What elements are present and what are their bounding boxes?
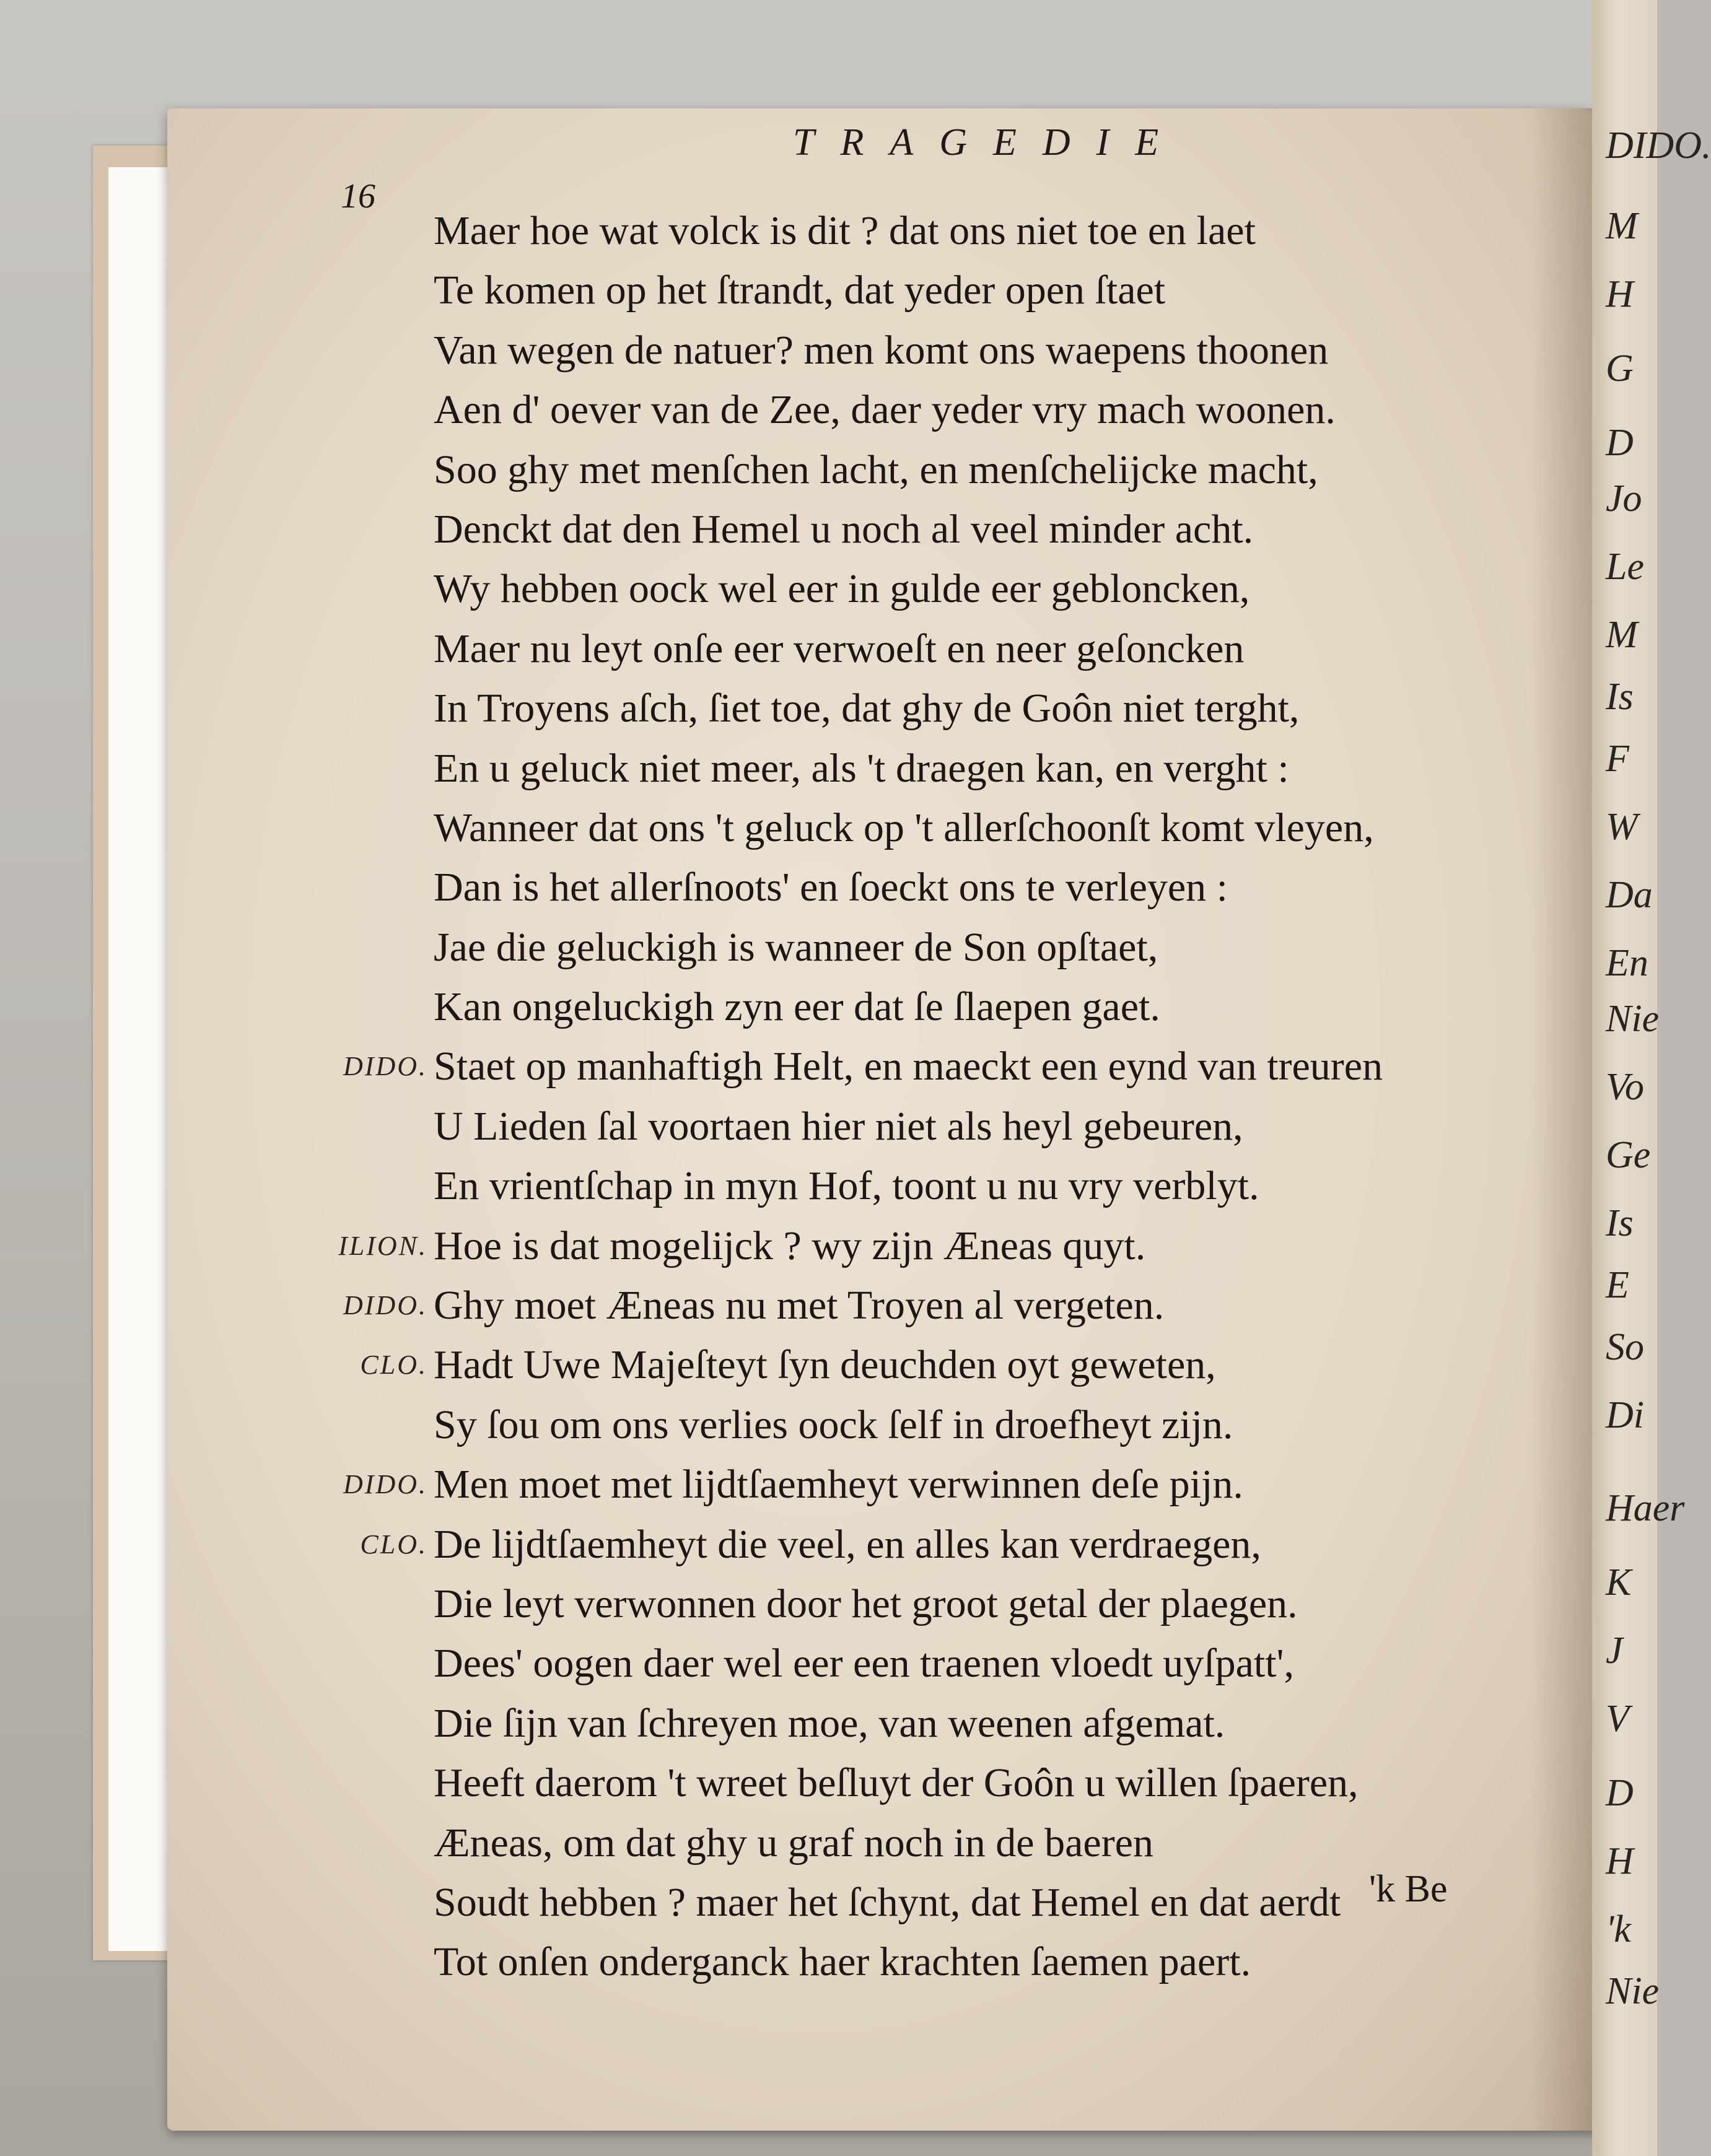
verse-line-text: Jae die geluckigh is wanneer de Son opſtaet,	[434, 924, 1158, 970]
verse-line-text: Æneas, om dat ghy u graf noch in de baeren	[434, 1820, 1153, 1866]
verse-line-text: Wy hebben oock wel eer in gulde eer gebloncken,	[434, 566, 1250, 612]
facing-page-fragment: Le	[1606, 546, 1644, 588]
verse-line	[434, 679, 1561, 738]
verse-line	[343, 1037, 1561, 1096]
verse-line-text: Hadt Uwe Majeſteyt ſyn deuchden oyt geweten,	[434, 1342, 1216, 1388]
verse-line-text: Heeft daerom 't wreet beſluyt der Goôn u willen ſpaeren,	[434, 1760, 1359, 1806]
verse-line-text: Soo ghy met menſchen lacht, en menſchelijcke macht,	[434, 447, 1318, 492]
verse-line-text: Aen d' oever van de Zee, daer yeder vry mach woonen.	[434, 387, 1336, 433]
verse-line-text: Denckt dat den Hemel u noch al veel minder acht.	[434, 506, 1254, 552]
speaker-label: DIDO.	[343, 1290, 427, 1321]
facing-page-fragment: Nie	[1606, 998, 1660, 1040]
verse-line	[434, 559, 1561, 619]
facing-page-fragment: Di	[1606, 1394, 1644, 1436]
verse-line	[360, 1515, 1561, 1574]
verse-line	[434, 1694, 1561, 1753]
verse-line-text: En u geluck niet meer, als 't draegen kan, en verght :	[434, 745, 1289, 791]
verse-line-text: En vrientſchap in myn Hof, toont u nu vry verblyt.	[434, 1163, 1259, 1209]
verse-line-text: Tot onſen onderganck haer krachten ſaemen paert.	[434, 1939, 1251, 1985]
verse-line-text: Soudt hebben ? maer het ſchynt, dat Hemel en dat aerdt	[434, 1879, 1341, 1925]
facing-page-fragment: M	[1606, 205, 1638, 247]
verse-line-text: Ghy moet Æneas nu met Troyen al vergeten.	[434, 1283, 1165, 1329]
verse-line	[338, 1216, 1561, 1276]
facing-page-fragment: J	[1606, 1630, 1623, 1672]
verse-line	[434, 798, 1561, 858]
verse-line-text: Wanneer dat ons 't geluck op 't allerſchoonſt komt vleyen,	[434, 805, 1374, 850]
facing-page-fragment: 'k	[1606, 1908, 1631, 1950]
speaker-label: ILION.	[338, 1230, 427, 1261]
speaker-label: CLO.	[360, 1529, 427, 1560]
facing-page-fragment: Haer	[1606, 1487, 1685, 1529]
facing-page-fragment: So	[1606, 1326, 1644, 1368]
verse-line	[434, 380, 1561, 440]
facing-page-fragment: Nie	[1606, 1970, 1660, 2012]
facing-page-fragment: D	[1606, 422, 1634, 464]
verse-line-text: Staet op manhaftigh Helt, en maeckt een eynd van treuren	[434, 1044, 1383, 1089]
verse-line	[434, 858, 1561, 917]
verse-line-text: Dees' oogen daer wel eer een traenen vloedt uyſpatt',	[434, 1641, 1294, 1687]
verse-line-text: Van wegen de natuer? men komt ons waepens thoonen	[434, 327, 1329, 373]
verse-line	[343, 1276, 1561, 1335]
verse-line	[434, 1097, 1561, 1156]
verse-line	[434, 918, 1561, 977]
facing-page-fragment: H	[1606, 1840, 1634, 1882]
facing-page-fragment: En	[1606, 942, 1648, 984]
verse-line	[434, 1813, 1561, 1873]
verse-line-text: In Troyens aſch, ſiet toe, dat ghy de Goôn niet terght,	[434, 686, 1300, 731]
running-head: TRAGEDIE	[793, 121, 1185, 164]
facing-page-fragment: Is	[1606, 676, 1634, 718]
verse-line-text: Sy ſou om ons verlies oock ſelf in droefheyt zijn.	[434, 1402, 1233, 1447]
facing-page-fragment: Vo	[1606, 1066, 1644, 1108]
verse-line	[434, 321, 1561, 380]
verse-line-text: Kan ongeluckigh zyn eer dat ſe ſlaepen gaet.	[434, 984, 1160, 1030]
book-page	[167, 108, 1604, 2131]
verse-line-text: Dan is het allerſnoots' en ſoeckt ons te verleyen :	[434, 865, 1228, 910]
facing-page-fragment: W	[1606, 806, 1638, 848]
facing-page-fragment: D	[1606, 1772, 1634, 1814]
facing-page-fragment: G	[1606, 347, 1634, 390]
verse-line	[434, 261, 1561, 320]
verse-line	[434, 1634, 1561, 1693]
facing-page-edge	[1592, 0, 1711, 2156]
facing-page-fragment: M	[1606, 614, 1638, 656]
verse-line	[434, 440, 1561, 500]
verse-line-text: U Lieden ſal voortaen hier niet als heyl gebeuren,	[434, 1103, 1243, 1149]
verse-line	[434, 1574, 1561, 1634]
speaker-label: DIDO.	[343, 1469, 427, 1500]
verse-line-text: Die leyt verwonnen door het groot getal der plaegen.	[434, 1581, 1298, 1626]
facing-page-fragment: F	[1606, 738, 1629, 780]
verse-line	[434, 977, 1561, 1037]
facing-page-fragment: Is	[1606, 1202, 1634, 1244]
verse-line	[434, 619, 1561, 679]
verse-line-text: Men moet met lijdtſaemheyt verwinnen deſe pijn.	[434, 1462, 1243, 1508]
facing-page-fragment: Da	[1606, 874, 1653, 916]
facing-page-fragment: Jo	[1606, 478, 1642, 520]
verse-line	[434, 739, 1561, 798]
facing-page-fragment: K	[1606, 1561, 1632, 1604]
verse-line-text: Maer hoe wat volck is dit ? dat ons niet toe en laet	[434, 208, 1256, 253]
verse-line	[343, 1455, 1561, 1514]
facing-page-fragment: E	[1606, 1264, 1629, 1306]
verse-line-text: De lijdtſaemheyt die veel, en alles kan verdraegen,	[434, 1521, 1261, 1567]
verse-line	[434, 1395, 1561, 1455]
verse-text-block	[338, 201, 1561, 1992]
page-number: 16	[341, 177, 375, 216]
verse-line-text: Die ſijn van ſchreyen moe, van weenen afgemat.	[434, 1700, 1225, 1746]
verse-line	[434, 1753, 1561, 1813]
verse-line-text: Te komen op het ſtrandt, dat yeder open ſtaet	[434, 268, 1166, 313]
speaker-label: CLO.	[360, 1350, 427, 1381]
catchword: 'k Be	[1369, 1868, 1448, 1910]
verse-line-text: Hoe is dat mogelijck ? wy zijn Æneas quyt.	[434, 1223, 1146, 1268]
verse-line	[434, 201, 1561, 261]
verse-line	[434, 500, 1561, 559]
facing-page-fragment: DIDO.	[1606, 124, 1711, 167]
verse-line	[360, 1335, 1561, 1395]
verse-line	[434, 1156, 1561, 1216]
facing-page-fragment: Ge	[1606, 1134, 1651, 1176]
speaker-label: DIDO.	[343, 1051, 427, 1082]
facing-page-fragment: H	[1606, 273, 1634, 315]
verse-line-text: Maer nu leyt onſe eer verwoeſt en neer geſoncken	[434, 626, 1245, 671]
facing-page-fragment: V	[1606, 1698, 1629, 1740]
verse-line	[434, 1932, 1561, 1992]
